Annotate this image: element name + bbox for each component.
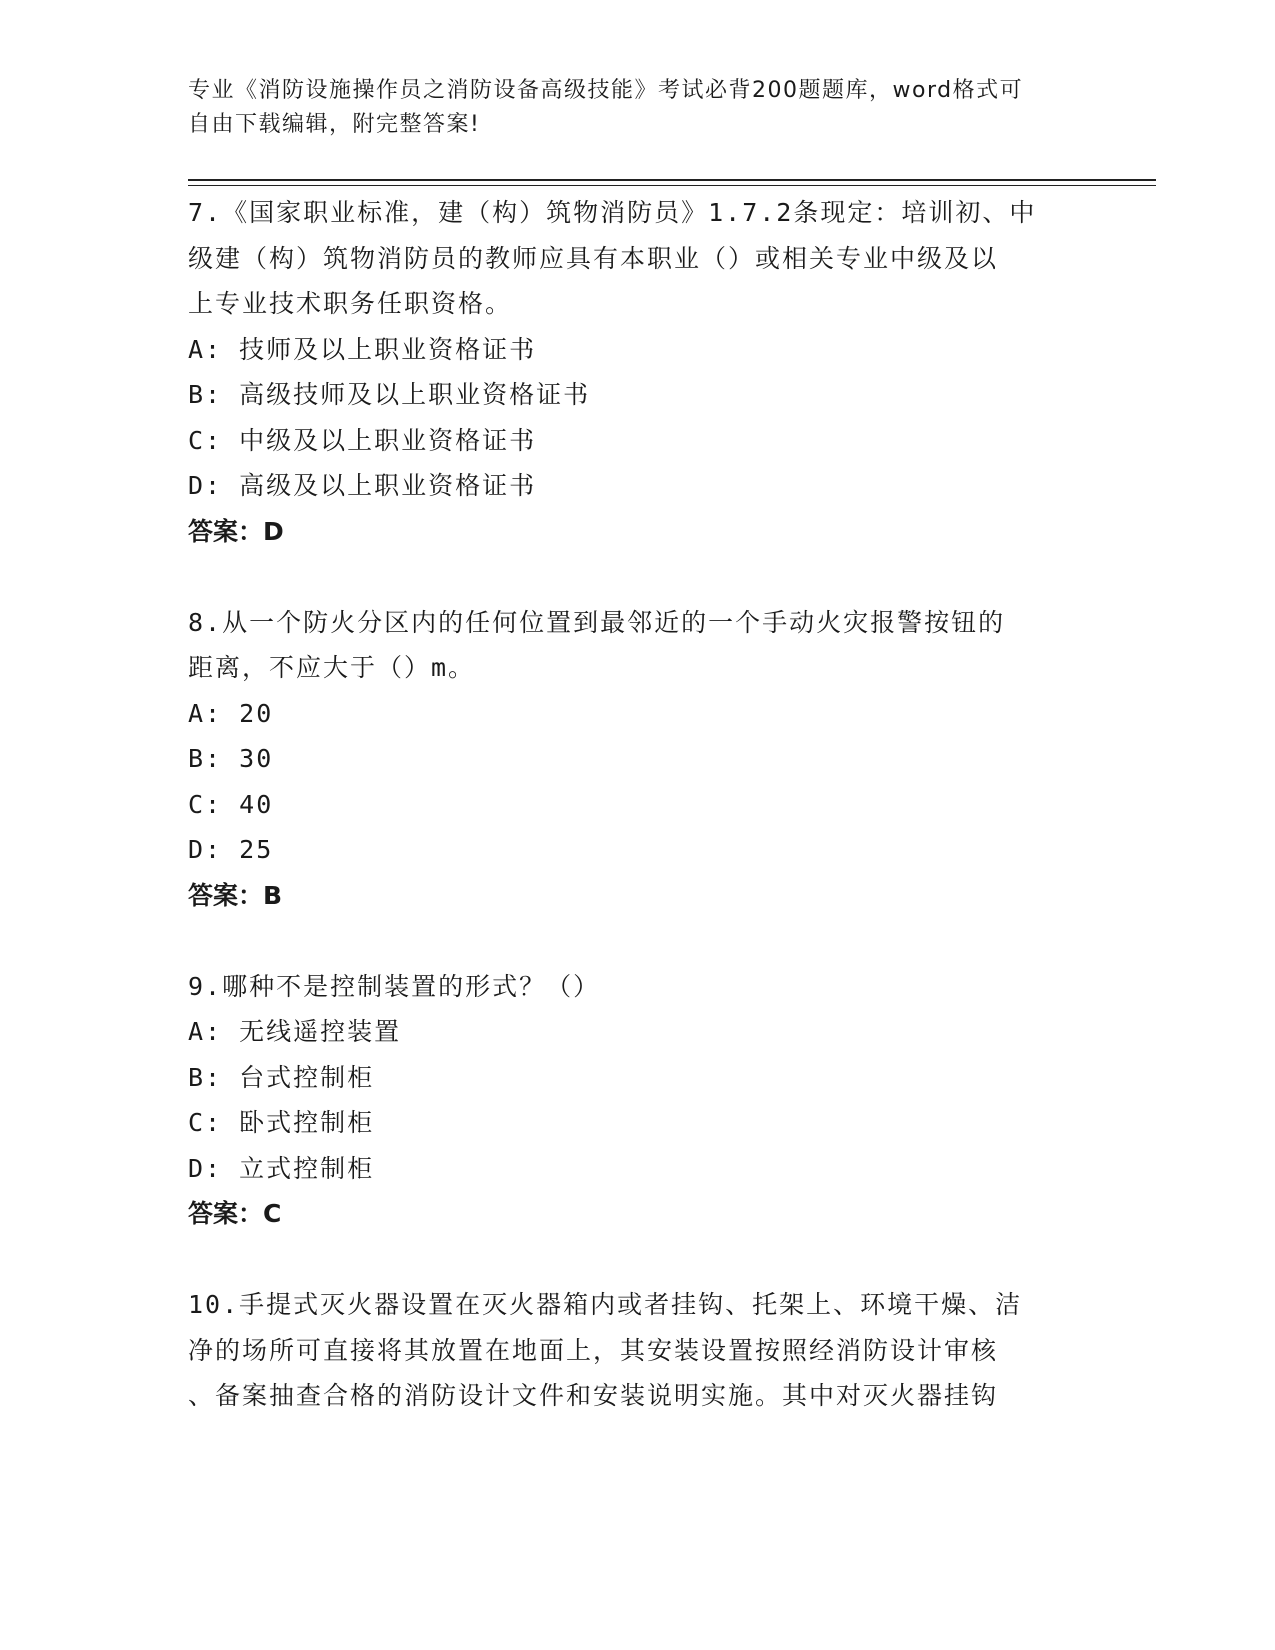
question-spacer	[188, 1237, 1088, 1283]
option-c: C: 40	[188, 789, 274, 819]
question-text-line: 10.手提式灭火器设置在灭火器箱内或者挂钩、托架上、环境干燥、洁	[188, 1290, 1023, 1319]
question-item	[188, 600, 1088, 919]
answer-line: 答案：D	[188, 516, 284, 546]
question-text-line: 7.《国家职业标准，建（构）筑物消防员》1.7.2条现定：培训初、中	[188, 198, 1037, 227]
option-a: A: 技师及以上职业资格证书	[188, 334, 537, 364]
option-d: D: 25	[188, 835, 274, 864]
option-d: D: 高级及以上职业资格证书	[188, 471, 537, 500]
question-text-line: 净的场所可直接将其放置在地面上，其安装设置按照经消防设计审核	[188, 1335, 999, 1365]
question-list	[188, 190, 1088, 1419]
header-divider-thin	[188, 185, 1156, 186]
question-item	[188, 1282, 1088, 1419]
question-text-line: 8.从一个防火分区内的任何位置到最邻近的一个手动火灾报警按钮的	[188, 607, 1006, 637]
question-text-line: 9.哪种不是控制装置的形式？（）	[188, 971, 601, 1001]
document-header	[188, 74, 1068, 142]
answer-line: 答案：B	[188, 880, 283, 910]
question-spacer	[188, 918, 1088, 964]
question-spacer	[188, 554, 1088, 600]
option-b: B: 高级技师及以上职业资格证书	[188, 380, 591, 409]
question-text-line: 级建（构）筑物消防员的教师应具有本职业（）或相关专业中级及以	[188, 243, 999, 273]
header-line-2: 自由下载编辑，附完整答案!	[188, 112, 481, 137]
option-a: A: 20	[188, 698, 274, 728]
header-line-1: 专业《消防设施操作员之消防设备高级技能》考试必背200题题库，word格式可	[188, 78, 1024, 103]
header-divider-thick	[188, 179, 1156, 181]
option-b: B: 30	[188, 744, 274, 773]
question-text-line: 上专业技术职务任职资格。	[188, 289, 513, 318]
option-c: C: 中级及以上职业资格证书	[188, 425, 537, 455]
question-item	[188, 964, 1088, 1237]
question-item	[188, 190, 1088, 554]
answer-line: 答案：C	[188, 1199, 282, 1228]
question-text-line: 距离，不应大于（）m。	[188, 653, 476, 682]
option-b: B: 台式控制柜	[188, 1062, 375, 1092]
question-text-line: 、备案抽查合格的消防设计文件和安装说明实施。其中对灭火器挂钩	[188, 1381, 999, 1410]
option-a: A: 无线遥控装置	[188, 1017, 402, 1046]
option-c: C: 卧式控制柜	[188, 1108, 375, 1137]
option-d: D: 立式控制柜	[188, 1153, 375, 1183]
